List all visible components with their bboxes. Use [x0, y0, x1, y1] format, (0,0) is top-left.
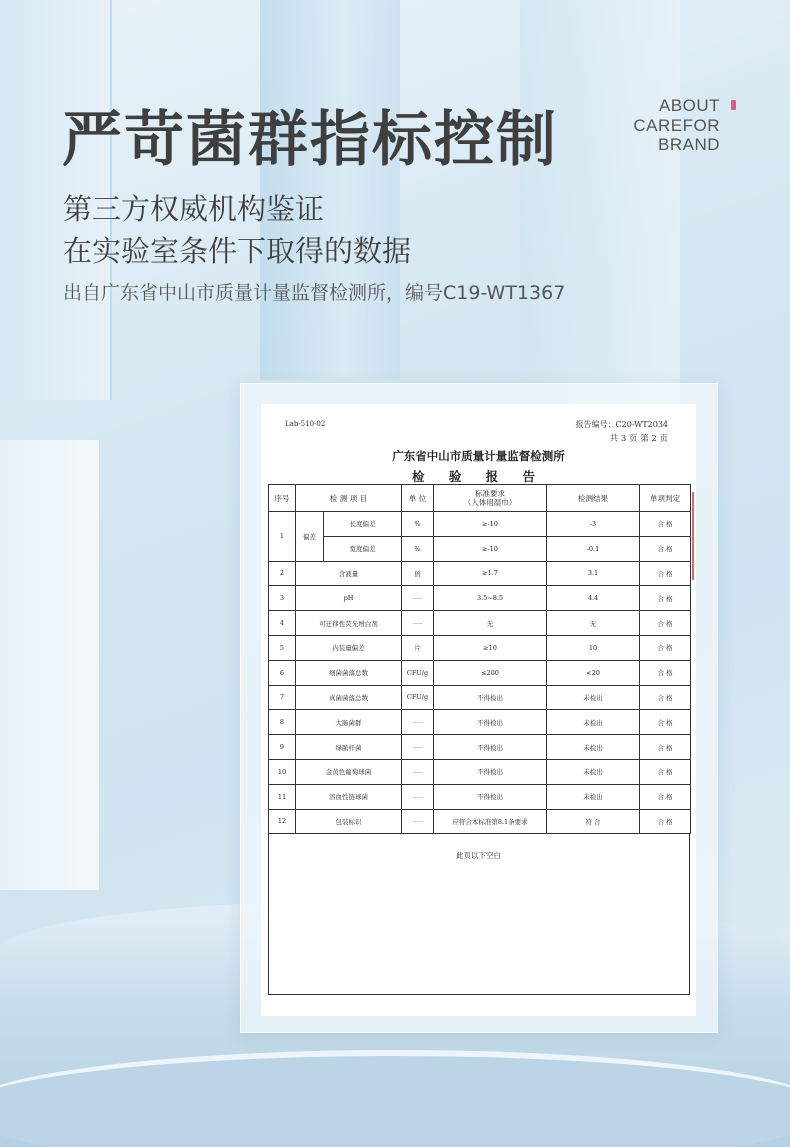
row-item: 真菌菌落总数 — [296, 685, 402, 710]
requirement-header-line: 标准要求 — [475, 489, 505, 498]
row-no: 8 — [269, 710, 296, 735]
report-number: 报告编号：C20-WT2034 — [575, 420, 668, 429]
row-result: -3 — [547, 512, 640, 537]
row-item: 可迁移性荧光增白剂 — [296, 611, 402, 636]
row-requirement: ≥-10 — [434, 512, 547, 537]
table-row — [269, 561, 691, 586]
requirement-header-line: （人体用湿巾） — [463, 498, 517, 507]
row-no: 3 — [269, 586, 296, 611]
row-result: 未检出 — [547, 759, 640, 784]
row-unit: ------ — [402, 784, 434, 809]
row-no: 10 — [269, 759, 296, 784]
row-requirement: ≥-10 — [434, 536, 547, 561]
row-unit: ------ — [402, 809, 434, 834]
row-item: 包装标识 — [296, 809, 402, 834]
row-no: 12 — [269, 809, 296, 834]
table-row — [269, 735, 691, 760]
row-item: 金黄色葡萄球菌 — [296, 759, 402, 784]
row-verdict: 合 格 — [640, 561, 691, 586]
row-requirement: 不得检出 — [434, 685, 547, 710]
report-title: 检 验 报 告 — [411, 469, 546, 484]
row-group: 偏差 — [296, 512, 324, 562]
table-row — [269, 660, 691, 685]
row-result: 3.1 — [547, 561, 640, 586]
row-unit: ------ — [402, 611, 434, 636]
row-item: 大肠菌群 — [296, 710, 402, 735]
row-result: 未检出 — [547, 735, 640, 760]
document-code: Lab-510-02 — [285, 420, 326, 428]
brand-label — [633, 96, 720, 155]
row-verdict: 合 格 — [640, 512, 691, 537]
blank-note: 此页以下空白 — [456, 851, 501, 860]
row-result: 10 — [547, 635, 640, 660]
row-unit: ------ — [402, 735, 434, 760]
row-no: 7 — [269, 685, 296, 710]
page-count: 共 3 页 第 2 页 — [609, 434, 668, 444]
subtitle-line-1: 第三方权威机构鉴证 — [63, 192, 325, 226]
row-item: pH — [296, 586, 402, 611]
background-column — [520, 0, 680, 420]
row-requirement: 不得检出 — [434, 784, 547, 809]
row-requirement: ≥1.7 — [434, 561, 547, 586]
row-no: 1 — [269, 512, 296, 562]
row-result: <20 — [547, 660, 640, 685]
row-result: 未检出 — [547, 685, 640, 710]
row-requirement: 无 — [434, 611, 547, 636]
row-unit: ------ — [402, 586, 434, 611]
row-unit: % — [402, 512, 434, 537]
row-item: 内装量偏差 — [296, 635, 402, 660]
stamp-edge — [682, 492, 694, 580]
organization-name: 广东省中山市质量计量监督检测所 — [392, 449, 565, 463]
table-row — [269, 685, 691, 710]
row-unit: CFU/g — [402, 685, 434, 710]
row-no: 6 — [269, 660, 296, 685]
table-row — [269, 710, 691, 735]
row-no: 2 — [269, 561, 296, 586]
column-header: 单 位 — [402, 485, 434, 512]
column-header: 检 测 项 目 — [296, 485, 402, 512]
results-table — [268, 484, 691, 834]
table-row — [269, 611, 691, 636]
row-requirement: ≥10 — [434, 635, 547, 660]
row-item: 溶血性链球菌 — [296, 784, 402, 809]
row-no: 4 — [269, 611, 296, 636]
row-verdict: 合 格 — [640, 635, 691, 660]
row-result: 无 — [547, 611, 640, 636]
row-verdict: 合 格 — [640, 611, 691, 636]
subtitle-line-2: 在实验室条件下取得的数据 — [63, 234, 412, 268]
row-requirement: ≤200 — [434, 660, 547, 685]
source-note: 出自广东省中山市质量计量监督检测所，编号C19-WT1367 — [63, 282, 566, 304]
row-item: 宽度偏差 — [324, 536, 402, 561]
table-row — [269, 536, 691, 561]
row-requirement: 不得检出 — [434, 759, 547, 784]
row-item: 绿脓杆菌 — [296, 735, 402, 760]
column-header: 单项判定 — [640, 485, 691, 512]
row-unit: ------ — [402, 710, 434, 735]
row-unit: ------ — [402, 759, 434, 784]
table-row — [269, 512, 691, 537]
row-requirement: 不得检出 — [434, 735, 547, 760]
column-header: 序号 — [269, 485, 296, 512]
table-row — [269, 784, 691, 809]
row-unit: % — [402, 536, 434, 561]
row-no: 5 — [269, 635, 296, 660]
report-document — [261, 404, 696, 1016]
background-panel — [0, 440, 100, 890]
table-row — [269, 809, 691, 834]
row-item: 含液量 — [296, 561, 402, 586]
row-verdict: 合 格 — [640, 809, 691, 834]
column-header: 检测结果 — [547, 485, 640, 512]
row-unit: CFU/g — [402, 660, 434, 685]
row-result: 未检出 — [547, 784, 640, 809]
row-result: 未检出 — [547, 710, 640, 735]
brand-accent-mark — [731, 100, 736, 110]
row-unit: 倍 — [402, 561, 434, 586]
page-title: 严苛菌群指标控制 — [62, 105, 558, 175]
row-verdict: 合 格 — [640, 735, 691, 760]
row-no: 9 — [269, 735, 296, 760]
row-verdict: 合 格 — [640, 536, 691, 561]
row-item: 长度偏差 — [324, 512, 402, 537]
table-row — [269, 635, 691, 660]
row-verdict: 合 格 — [640, 660, 691, 685]
table-row — [269, 586, 691, 611]
row-requirement: 不得检出 — [434, 710, 547, 735]
row-verdict: 合 格 — [640, 586, 691, 611]
row-verdict: 合 格 — [640, 784, 691, 809]
row-unit: 片 — [402, 635, 434, 660]
row-requirement: 3.5~8.5 — [434, 586, 547, 611]
background-pedestal-ring — [0, 1050, 790, 1147]
row-verdict: 合 格 — [640, 710, 691, 735]
row-result: 符 合 — [547, 809, 640, 834]
row-result: -0.1 — [547, 536, 640, 561]
row-result: 4.4 — [547, 586, 640, 611]
row-verdict: 合 格 — [640, 759, 691, 784]
brand-line: ABOUT — [658, 96, 720, 115]
row-verdict: 合 格 — [640, 685, 691, 710]
table-row — [269, 759, 691, 784]
row-item: 细菌菌落总数 — [296, 660, 402, 685]
column-header — [434, 485, 547, 512]
brand-line: CAREFOR — [633, 115, 720, 135]
brand-line: BRAND — [657, 135, 720, 154]
row-no: 11 — [269, 784, 296, 809]
table-header-row — [269, 485, 691, 512]
row-requirement: 应符合本标准第8.1条要求 — [434, 809, 547, 834]
